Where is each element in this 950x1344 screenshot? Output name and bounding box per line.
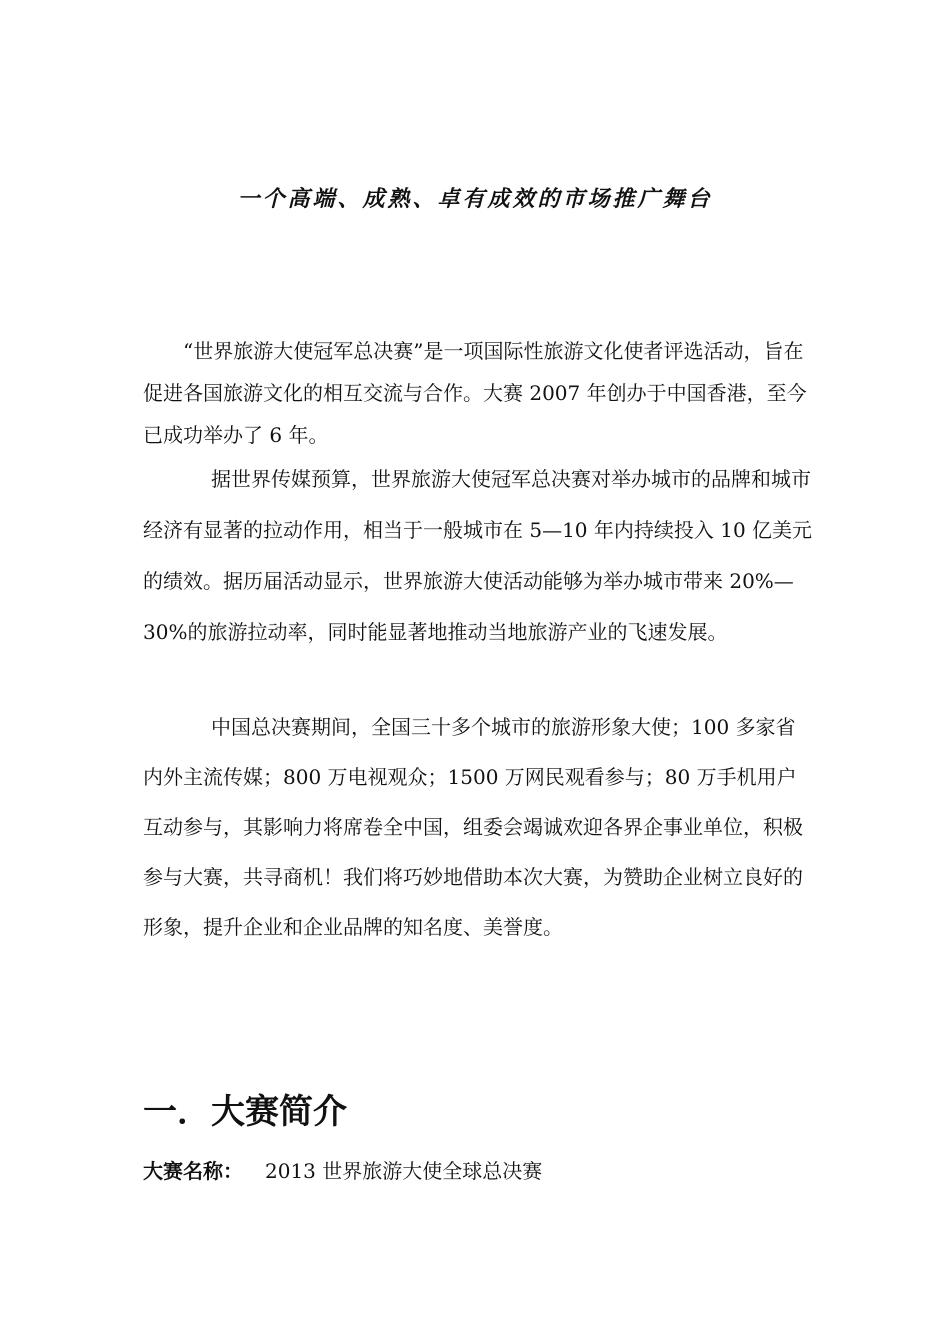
- paragraph-media-forecast-text: 据世界传媒预算，世界旅游大使冠军总决赛对举办城市的品牌和城市经济有显著的拉动作用，相当于一般城市在 5—10 年内持续投入 10 亿美元的绩效。据历届活动显示，世界旅游大使活动能够为举办城市带来 20%—30%的旅游拉动率，同时能显著地推动当地旅游产业的飞速发展。: [143, 467, 813, 644]
- section-heading: 一．大赛简介: [143, 1092, 347, 1132]
- paragraph-china-final: [143, 702, 813, 952]
- document-title: 一个高端、成熟、卓有成效的市场推广舞台: [237, 186, 713, 212]
- paragraph-intro-text: “世界旅游大使冠军总决赛”是一项国际性旅游文化使者评选活动，旨在促进各国旅游文化的相互交流与合作。大赛 2007 年创办于中国香港，至今已成功举办了 6 年。: [143, 339, 807, 447]
- paragraph-media-forecast: [143, 454, 813, 658]
- contest-name-label: 大赛名称：: [143, 1159, 243, 1183]
- contest-name-row: [143, 1154, 542, 1188]
- contest-name-value: 2013 世界旅游大使全球总决赛: [265, 1159, 543, 1183]
- paragraph-intro: [143, 330, 813, 456]
- paragraph-china-final-text: 中国总决赛期间，全国三十多个城市的旅游形象大使；100 多家省内外主流传媒；800 万电视观众；1500 万网民观看参与；80 万手机用户互动参与，其影响力将席卷全中国，组委会竭诚欢迎各界企事业单位，积极参与大赛，共寻商机！我们将巧妙地借助本次大赛，为赞助企业树立良好的形象，提升企业和企业品牌的知名度、美誉度。: [143, 715, 803, 939]
